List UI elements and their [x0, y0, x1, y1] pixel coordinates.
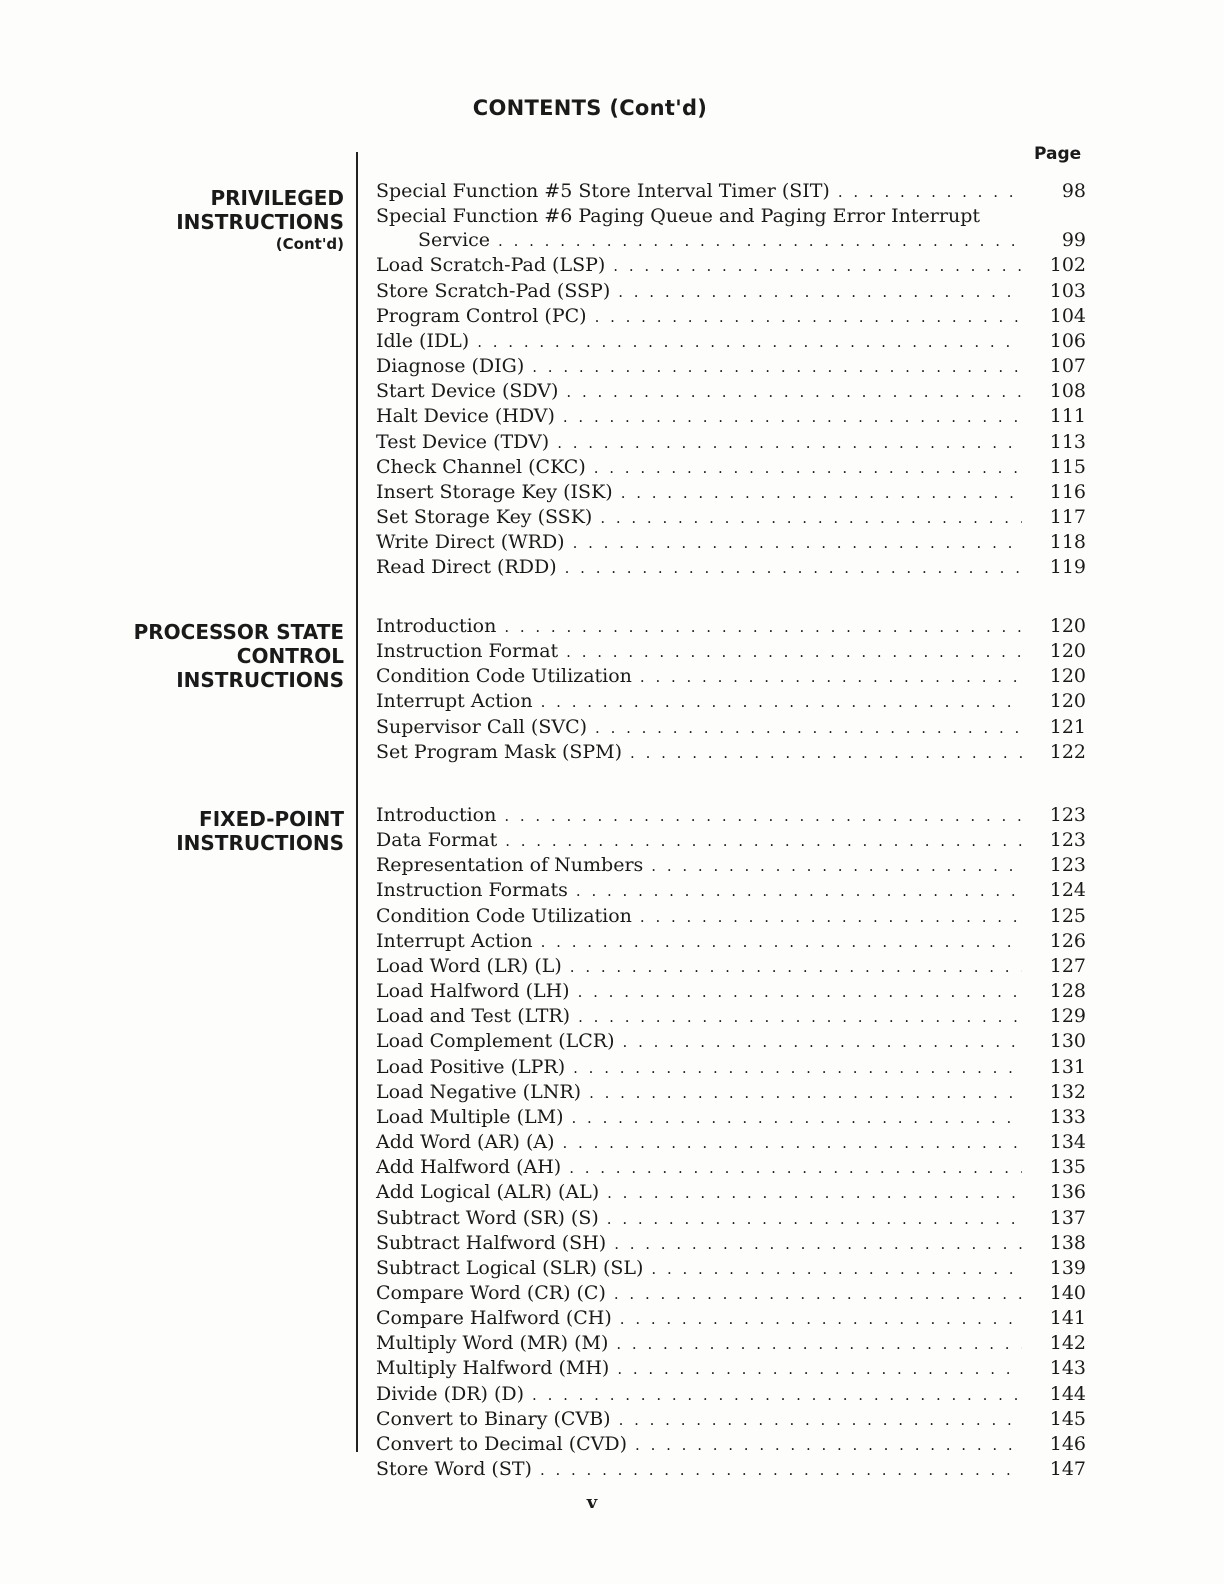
toc-entry-label: Load and Test (LTR): [376, 1005, 571, 1028]
toc-list-privileged: [376, 179, 1086, 581]
toc-entry-label: Write Direct (WRD): [376, 531, 565, 554]
toc-entry[interactable]: [376, 1432, 1086, 1457]
section-heading-processor: [100, 620, 344, 692]
dot-leader: [563, 405, 1022, 429]
toc-entry-label: Store Word (ST): [376, 1458, 532, 1481]
toc-entry-page: 104: [1049, 304, 1086, 327]
toc-entry-page: 111: [1049, 405, 1086, 428]
toc-entry-page: 134: [1049, 1131, 1086, 1154]
toc-entry-page: 141: [1049, 1307, 1086, 1330]
toc-entry-label: Add Word (AR) (A): [376, 1131, 555, 1154]
page-title: CONTENTS (Cont'd): [472, 96, 708, 120]
toc-entry-page: 98: [1061, 180, 1086, 202]
dot-leader: [619, 1408, 1022, 1432]
toc-entry[interactable]: [376, 740, 1086, 765]
dot-leader: [563, 1131, 1023, 1155]
dot-leader: [572, 1106, 1023, 1130]
dot-leader: [600, 506, 1022, 530]
toc-entry-label: Load Word (LR) (L): [376, 954, 562, 977]
toc-entry-label: Instruction Format: [376, 640, 559, 663]
toc-entry[interactable]: [376, 1155, 1086, 1180]
heading-line: CONTROL: [236, 644, 344, 668]
toc-entry-label: Check Channel (CKC): [376, 455, 586, 478]
dot-leader: [620, 1307, 1022, 1331]
toc-entry-page: 133: [1049, 1105, 1086, 1128]
dot-leader: [630, 741, 1022, 765]
section-heading-fixed-point: [100, 807, 344, 855]
toc-entry-page: 138: [1049, 1231, 1086, 1254]
heading-line: PROCESSOR STATE: [133, 620, 344, 644]
toc-entry[interactable]: [376, 1130, 1086, 1155]
toc-entry-label: Set Program Mask (SPM): [376, 740, 623, 763]
dot-leader: [569, 1156, 1022, 1180]
toc-entry-page: 117: [1049, 506, 1086, 529]
toc-entry[interactable]: [376, 954, 1086, 979]
heading-line: PRIVILEGED: [210, 186, 344, 210]
toc-entry-page: 124: [1049, 879, 1086, 902]
toc-entry[interactable]: [376, 1457, 1086, 1482]
dot-leader: [607, 1207, 1022, 1231]
toc-entry-page: 146: [1049, 1432, 1086, 1455]
toc-entry[interactable]: [376, 904, 1086, 929]
dot-leader: [640, 665, 1022, 689]
toc-entry-label: Representation of Numbers: [376, 854, 644, 877]
toc-entry[interactable]: [376, 204, 1086, 228]
toc-entry-label: Multiply Word (MR) (M): [376, 1332, 609, 1355]
toc-entry-page: 113: [1049, 430, 1086, 453]
toc-entry[interactable]: [376, 1256, 1086, 1281]
toc-entry[interactable]: [376, 689, 1086, 714]
toc-entry-label: Compare Word (CR) (C): [376, 1281, 606, 1304]
toc-entry-label: Read Direct (RDD): [376, 556, 557, 579]
dot-leader: [640, 905, 1022, 929]
toc-entry-page: 120: [1049, 615, 1086, 637]
toc-entry[interactable]: [376, 430, 1086, 455]
toc-entry[interactable]: [376, 1105, 1086, 1130]
dot-leader: [595, 716, 1022, 740]
toc-entry-label: Idle (IDL): [376, 329, 470, 352]
toc-entry-label: Add Logical (ALR) (AL): [376, 1181, 600, 1204]
toc-entry[interactable]: [376, 614, 1086, 639]
toc-entry-page: 131: [1049, 1055, 1086, 1078]
toc-entry-label: Instruction Formats: [376, 879, 568, 902]
toc-entry-label: Condition Code Utilization: [376, 904, 632, 927]
toc-entry-page: 140: [1049, 1281, 1086, 1304]
toc-entry[interactable]: [376, 1231, 1086, 1256]
toc-entry[interactable]: [376, 853, 1086, 878]
dot-leader: [570, 955, 1022, 979]
toc-entry[interactable]: [376, 404, 1086, 429]
toc-entry[interactable]: [376, 1004, 1086, 1029]
dot-leader: [616, 1332, 1022, 1356]
toc-entry-label: Interrupt Action: [376, 929, 533, 952]
toc-entry[interactable]: [376, 828, 1086, 853]
toc-entry-page: 120: [1049, 665, 1086, 688]
toc-entry-label: Divide (DR) (D): [376, 1382, 525, 1405]
dot-leader: [589, 1081, 1022, 1105]
dot-leader: [541, 930, 1022, 954]
toc-entry-page: 107: [1049, 355, 1086, 378]
toc-entry-label: Load Negative (LNR): [376, 1080, 582, 1103]
dot-leader: [594, 456, 1022, 480]
toc-entry[interactable]: [376, 1029, 1086, 1054]
toc-entry-label: Start Device (SDV): [376, 380, 559, 403]
toc-entry-label: Store Scratch-Pad (SSP): [376, 279, 611, 302]
dot-leader: [614, 1282, 1022, 1306]
toc-entry-page: 116: [1049, 480, 1086, 503]
toc-entry[interactable]: [376, 803, 1086, 828]
dot-leader: [498, 229, 1022, 253]
toc-entry-page: 99: [1061, 229, 1086, 252]
dot-leader: [505, 829, 1022, 853]
heading-line: INSTRUCTIONS: [176, 831, 344, 855]
page-column-label: Page: [1034, 144, 1082, 164]
dot-leader: [578, 1005, 1022, 1029]
toc-entry-page: 132: [1049, 1080, 1086, 1103]
toc-entry[interactable]: [376, 664, 1086, 689]
dot-leader: [540, 1458, 1022, 1482]
toc-entry-label: Introduction: [376, 615, 497, 637]
toc-entry-label: Load Halfword (LH): [376, 980, 570, 1003]
toc-entry-page: 118: [1049, 531, 1086, 554]
section-heading-privileged: [100, 186, 344, 254]
dot-leader: [557, 431, 1022, 455]
toc-entry-page: 129: [1049, 1005, 1086, 1028]
toc-entry-page: 108: [1049, 380, 1086, 403]
dot-leader: [573, 531, 1022, 555]
toc-entry-label: Load Complement (LCR): [376, 1030, 615, 1053]
toc-entry-label: Convert to Decimal (CVD): [376, 1432, 628, 1455]
dot-leader: [477, 330, 1022, 354]
toc-entry-page: 120: [1049, 640, 1086, 663]
dot-leader: [566, 380, 1022, 404]
toc-entry-label: Program Control (PC): [376, 304, 587, 327]
toc-entry-page: 130: [1049, 1030, 1086, 1053]
toc-entry[interactable]: [376, 878, 1086, 903]
toc-entry-page: 121: [1049, 715, 1086, 738]
toc-entry-label: Special Function #5 Store Interval Timer (SIT): [376, 180, 830, 202]
toc-entry[interactable]: [376, 1180, 1086, 1205]
toc-entry[interactable]: [376, 304, 1086, 329]
toc-entry[interactable]: [376, 555, 1086, 580]
toc-entry[interactable]: [376, 1407, 1086, 1432]
toc-entry-page: 144: [1049, 1382, 1086, 1405]
dot-leader: [651, 1257, 1022, 1281]
toc-entry[interactable]: [376, 329, 1086, 354]
toc-entry-label: Subtract Halfword (SH): [376, 1231, 607, 1254]
toc-entry-page: 126: [1049, 929, 1086, 952]
toc-entry-label: Compare Halfword (CH): [376, 1307, 612, 1330]
toc-entry-label: Add Halfword (AH): [376, 1156, 562, 1179]
toc-entry-page: 137: [1049, 1206, 1086, 1229]
toc-entry[interactable]: [376, 455, 1086, 480]
toc-entry-label: Data Format: [376, 829, 498, 852]
toc-entry-label: Multiply Halfword (MH): [376, 1357, 610, 1380]
toc-entry[interactable]: [376, 639, 1086, 664]
dot-leader: [541, 690, 1022, 714]
toc-entry[interactable]: [376, 715, 1086, 740]
toc-entry-page: 128: [1049, 980, 1086, 1003]
dot-leader: [613, 254, 1022, 278]
toc-list-fixed-point: [376, 803, 1086, 1482]
dot-leader: [573, 1056, 1022, 1080]
toc-entry[interactable]: [376, 505, 1086, 530]
toc-entry[interactable]: [376, 1080, 1086, 1105]
toc-entry[interactable]: [376, 530, 1086, 555]
toc-entry-page: 127: [1049, 954, 1086, 977]
dot-leader: [621, 481, 1022, 505]
toc-entry[interactable]: [376, 929, 1086, 954]
dot-leader: [651, 854, 1022, 878]
toc-entry-page: 123: [1049, 829, 1086, 852]
toc-entry-page: 147: [1049, 1458, 1086, 1481]
toc-entry-label: Diagnose (DIG): [376, 355, 525, 378]
toc-entry[interactable]: [376, 480, 1086, 505]
dot-leader: [595, 305, 1022, 329]
dot-leader: [566, 640, 1022, 664]
toc-entry-page: 120: [1049, 690, 1086, 713]
dot-leader: [617, 1357, 1022, 1381]
heading-line: FIXED-POINT: [199, 807, 344, 831]
toc-entry-page: 139: [1049, 1256, 1086, 1279]
toc-entry-page: 115: [1049, 455, 1086, 478]
toc-entry[interactable]: [376, 1382, 1086, 1407]
dot-leader: [623, 1030, 1022, 1054]
toc-entry-page: 122: [1049, 740, 1086, 763]
toc-entry-label: Load Multiple (LM): [376, 1105, 564, 1128]
toc-entry-label: Supervisor Call (SVC): [376, 715, 588, 738]
heading-line: INSTRUCTIONS: [176, 210, 344, 234]
toc-entry[interactable]: [376, 379, 1086, 404]
toc-entry-label: Subtract Logical (SLR) (SL): [376, 1256, 644, 1279]
toc-entry[interactable]: [376, 179, 1086, 204]
page-number: v: [586, 1492, 598, 1513]
dot-leader: [614, 1232, 1022, 1256]
toc-entry-label: Condition Code Utilization: [376, 665, 632, 688]
toc-entry-label: Subtract Word (SR) (S): [376, 1206, 599, 1229]
dot-leader: [532, 355, 1022, 379]
toc-entry-page: 103: [1049, 279, 1086, 302]
dot-leader: [607, 1181, 1022, 1205]
toc-entry-label: Insert Storage Key (ISK): [376, 480, 613, 503]
toc-entry-page: 135: [1049, 1156, 1086, 1179]
toc-entry-page: 145: [1049, 1407, 1086, 1430]
dot-leader: [565, 556, 1022, 580]
dot-leader: [838, 180, 1022, 204]
dot-leader: [504, 615, 1022, 639]
toc-entry[interactable]: [376, 1331, 1086, 1356]
toc-entry-label: Interrupt Action: [376, 690, 533, 713]
toc-entry[interactable]: [376, 979, 1086, 1004]
toc-entry[interactable]: [376, 279, 1086, 304]
toc-entry-page: 123: [1049, 804, 1086, 826]
toc-entry[interactable]: [376, 1306, 1086, 1331]
toc-list-processor: [376, 614, 1086, 765]
heading-line: INSTRUCTIONS: [176, 668, 344, 692]
toc-entry-label: Special Function #6 Paging Queue and Paging Error Interrupt: [376, 205, 980, 228]
toc-entry-label: Set Storage Key (SSK): [376, 506, 593, 529]
toc-entry-label: Convert to Binary (CVB): [376, 1407, 611, 1430]
toc-entry[interactable]: [376, 253, 1086, 278]
toc-entry-label: Load Positive (LPR): [376, 1055, 566, 1078]
toc-entry[interactable]: [376, 354, 1086, 379]
toc-entry-label: Service: [418, 229, 491, 252]
toc-entry-page: 106: [1049, 329, 1086, 352]
toc-entry[interactable]: [376, 1281, 1086, 1306]
dot-leader: [504, 804, 1022, 828]
toc-entry[interactable]: [376, 1055, 1086, 1080]
toc-entry-label: Introduction: [376, 804, 497, 826]
toc-entry-page: 143: [1049, 1357, 1086, 1380]
dot-leader: [578, 980, 1022, 1004]
toc-entry-page: 142: [1049, 1332, 1086, 1355]
toc-entry-page: 119: [1049, 556, 1086, 579]
dot-leader: [635, 1433, 1022, 1457]
toc-entry-page: 102: [1049, 254, 1086, 277]
dot-leader: [532, 1383, 1022, 1407]
dot-leader: [576, 879, 1022, 903]
toc-entry-label: Test Device (TDV): [376, 430, 550, 453]
toc-entry[interactable]: [376, 1356, 1086, 1381]
toc-entry-label: Load Scratch-Pad (LSP): [376, 254, 606, 277]
toc-entry-label: Halt Device (HDV): [376, 405, 555, 428]
toc-entry[interactable]: [376, 1206, 1086, 1231]
dot-leader: [618, 280, 1022, 304]
heading-sub: (Cont'd): [275, 235, 344, 253]
toc-entry-page: 136: [1049, 1181, 1086, 1204]
toc-entry-page: 123: [1049, 854, 1086, 877]
toc-entry-page: 125: [1049, 904, 1086, 927]
toc-entry[interactable]: [376, 228, 1086, 253]
vertical-rule: [356, 152, 358, 1452]
